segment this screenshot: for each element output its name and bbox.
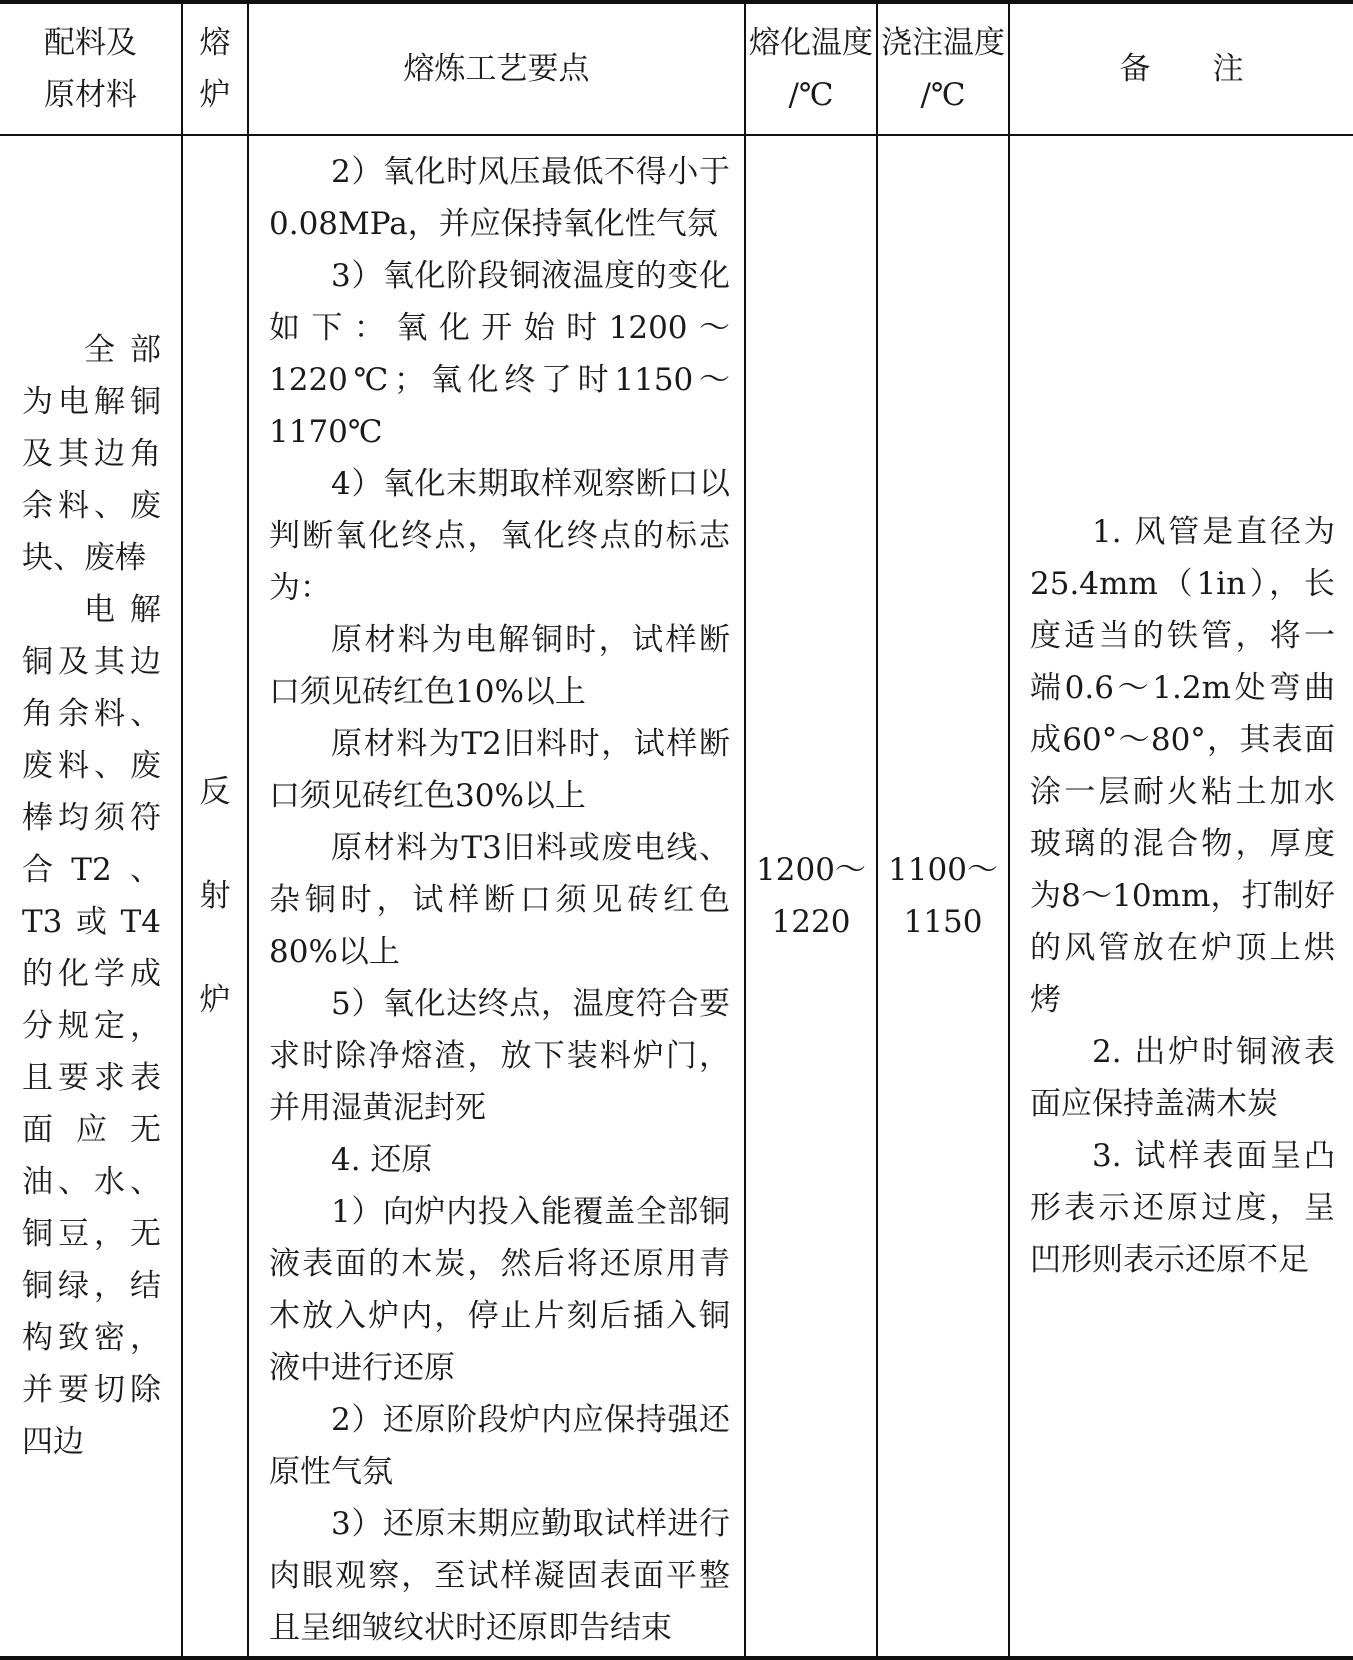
header-melt-temp: 熔化温度 /℃: [745, 2, 877, 135]
process-step: 3）还原末期应勤取试样进行肉眼观察，至试样凝固表面平整且呈细皱纹状时还原即告结束: [269, 1506, 730, 1646]
materials-cell: [0, 135, 182, 1658]
process-step: 5）氧化达终点，温度符合要求时除净熔渣，放下装料炉门，并用湿黄泥封死: [269, 986, 730, 1126]
header-row: [0, 2, 1353, 135]
process-step: 原材料为电解铜时，试样断口须见砖红色10%以上: [269, 622, 730, 710]
note-item: 2. 出炉时铜液表面应保持盖满木炭: [1030, 1034, 1335, 1122]
header-notes: 备 注: [1009, 2, 1353, 135]
process-step: 3）氧化阶段铜液温度的变化如下：氧化开始时1200～1220℃；氧化终了时1150～1170℃: [269, 258, 730, 450]
process-cell: [248, 135, 745, 1658]
furnace-cell: 反 射 炉: [182, 135, 248, 1658]
table-row: [0, 135, 1353, 1658]
process-step: 1）向炉内投入能覆盖全部铜液表面的木炭，然后将还原用青木放入炉内，停止片刻后插入铜液中进行还原: [269, 1194, 730, 1386]
process-step: 2）还原阶段炉内应保持强还原性气氛: [269, 1402, 730, 1490]
process-step: 4）氧化末期取样观察断口以判断氧化终点，氧化终点的标志为：: [269, 466, 730, 606]
process-step: 原材料为T2旧料时，试样断口须见砖红色30%以上: [269, 726, 730, 814]
header-process: 熔炼工艺要点: [248, 2, 745, 135]
note-item: 3. 试样表面呈凸形表示还原过度，呈凹形则表示还原不足: [1030, 1138, 1335, 1278]
header-materials: 配料及 原材料: [0, 2, 182, 135]
materials-text: 全部为电解铜及其边角余料、废块、废棒: [22, 332, 161, 576]
melt-temp-cell: 1200～ 1220: [745, 135, 877, 1658]
notes-cell: [1009, 135, 1353, 1658]
process-step: 4. 还原: [331, 1142, 433, 1178]
header-furnace: 熔 炉: [182, 2, 248, 135]
process-step: 2）氧化时风压最低不得小于0.08MPa，并应保持氧化性气氛: [269, 154, 730, 242]
process-step: 原材料为T3旧料或废电线、杂铜时，试样断口须见砖红色80%以上: [269, 830, 730, 970]
materials-text: 电解铜及其边角余料、废料、废棒均须符合T2、T3或T4的化学成分规定，且要求表面应无油、水、铜豆，无铜绿，结构致密，并要切除四边: [22, 592, 161, 1460]
note-item: 1. 风管是直径为25.4mm（1in），长度适当的铁管，将一端0.6～1.2m处弯曲成60°～80°，其表面涂一层耐火粘土加水玻璃的混合物，厚度为8～10mm，打制好的风管放在炉顶上烘烤: [1030, 514, 1335, 1018]
header-pour-temp: 浇注温度 /℃: [877, 2, 1009, 135]
pour-temp-cell: 1100～ 1150: [877, 135, 1009, 1658]
